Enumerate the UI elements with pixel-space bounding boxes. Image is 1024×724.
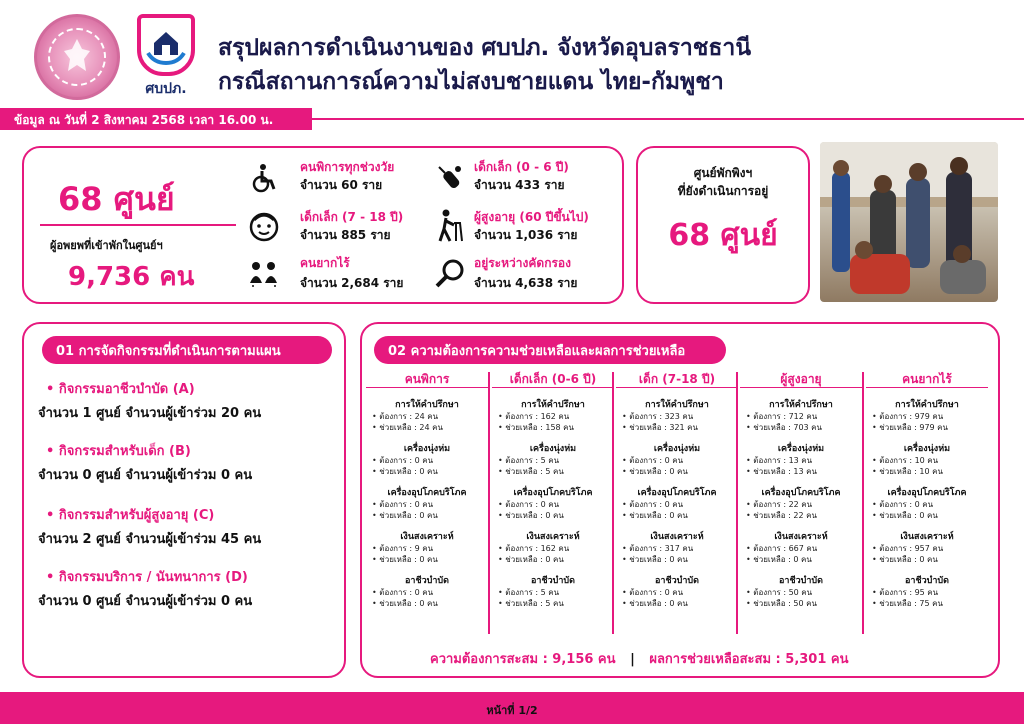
bullet-icon: •	[46, 382, 59, 397]
bullet-icon: •	[498, 555, 506, 564]
assistance-group	[866, 573, 988, 608]
assistance-group	[866, 397, 988, 432]
bullet-icon: •	[622, 511, 630, 520]
active-label-line2: ที่ยังดำเนินการอยู่	[677, 184, 769, 198]
group-title: เครื่องอุปโภคบริโภค	[637, 488, 717, 498]
bullet-icon: •	[372, 511, 380, 520]
assistance-group	[492, 485, 614, 520]
active-count: 68 ศูนย์	[668, 218, 778, 253]
active-centers-card	[636, 146, 810, 304]
page-title-line2: กรณีสถานการณ์ความไม่สงบชายแดน ไทย-กัมพูชา	[218, 69, 724, 95]
need-value: • ต้องการ : 5 คน	[498, 588, 560, 597]
group-title: เครื่องนุ่งห่ม	[653, 444, 701, 454]
footer-bar	[0, 692, 1024, 724]
bullet-icon: •	[372, 544, 380, 553]
bullet-icon: •	[46, 444, 59, 459]
group-title: อาชีวบำบัด	[655, 576, 699, 586]
need-value: • ต้องการ : 0 คน	[622, 456, 684, 465]
elderly-walker-icon	[432, 208, 468, 244]
bullet-icon: •	[872, 544, 880, 553]
group-title: เครื่องนุ่งห่ม	[529, 444, 577, 454]
help-value: • ช่วยเหลือ : 22 คน	[746, 511, 817, 520]
bullet-icon: •	[622, 588, 630, 597]
bullet-icon: •	[746, 511, 754, 520]
help-value: • ช่วยเหลือ : 0 คน	[372, 555, 438, 564]
bullet-icon: •	[372, 467, 380, 476]
group-title: เครื่องอุปโภคบริโภค	[513, 488, 593, 498]
assistance-group	[492, 397, 614, 432]
group-title: เครื่องนุ่งห่ม	[403, 444, 451, 454]
help-value: • ช่วยเหลือ : 75 คน	[872, 599, 943, 608]
assistance-group	[740, 573, 862, 608]
need-value: • ต้องการ : 22 คน	[746, 500, 813, 509]
wheelchair-icon	[246, 160, 282, 196]
help-value: • ช่วยเหลือ : 0 คน	[372, 511, 438, 520]
bullet-icon: •	[498, 412, 506, 421]
help-value: • ช่วยเหลือ : 0 คน	[622, 599, 688, 608]
group-title: เครื่องอุปโภคบริโภค	[887, 488, 967, 498]
group-title: เงินสงเคราะห์	[774, 532, 828, 542]
need-value: • ต้องการ : 667 คน	[746, 544, 818, 553]
column-header: ผู้สูงอายุ	[740, 370, 862, 388]
column-divider	[488, 372, 490, 634]
section2-title: 02 ความต้องการความช่วยเหลือและผลการช่วยเหลือ	[374, 336, 726, 364]
activity-d-value: จำนวน 0 ศูนย์ จำนวนผู้เข้าร่วม 0 คน	[38, 594, 253, 609]
bullet-icon: •	[498, 423, 506, 432]
group-title: เงินสงเคราะห์	[400, 532, 454, 542]
help-value: • ช่วยเหลือ : 0 คน	[622, 555, 688, 564]
help-value: • ช่วยเหลือ : 0 คน	[622, 467, 688, 476]
bullet-icon: •	[372, 423, 380, 432]
need-value: • ต้องการ : 5 คน	[498, 456, 560, 465]
bullet-icon: •	[622, 467, 630, 476]
help-value: • ช่วยเหลือ : 0 คน	[372, 467, 438, 476]
bullet-icon: •	[498, 456, 506, 465]
stat-label: คนยากไร้	[300, 256, 350, 270]
bullet-icon: •	[872, 412, 880, 421]
need-value: • ต้องการ : 317 คน	[622, 544, 694, 553]
help-value: • ช่วยเหลือ : 0 คน	[746, 555, 812, 564]
bullet-icon: •	[872, 500, 880, 509]
assistance-group	[366, 529, 488, 564]
assistance-group	[616, 397, 738, 432]
assistance-column	[366, 370, 488, 608]
bullet-icon: •	[872, 599, 880, 608]
need-value: • ต้องการ : 0 คน	[622, 500, 684, 509]
bullet-icon: •	[872, 555, 880, 564]
group-title: การให้คำปรึกษา	[395, 400, 459, 410]
seal-emblem-icon	[48, 28, 106, 86]
help-value: • ช่วยเหลือ : 50 คน	[746, 599, 817, 608]
group-title: เครื่องอุปโภคบริโภค	[387, 488, 467, 498]
bullet-icon: •	[498, 500, 506, 509]
bullet-icon: •	[746, 456, 754, 465]
help-value: • ช่วยเหลือ : 0 คน	[622, 511, 688, 520]
bullet-icon: •	[46, 508, 59, 523]
help-value: • ช่วยเหลือ : 5 คน	[498, 599, 564, 608]
stat-value: จำนวน 4,638 ราย	[474, 276, 578, 290]
bullet-icon: •	[372, 599, 380, 608]
column-header: เด็ก (7-18 ปี)	[616, 370, 738, 388]
assistance-column	[866, 370, 988, 608]
sbpp-logo	[132, 14, 200, 102]
activity-photo	[820, 142, 998, 302]
bullet-icon: •	[746, 555, 754, 564]
bullet-icon: •	[746, 544, 754, 553]
assistance-group	[740, 529, 862, 564]
activity-b-value: จำนวน 0 ศูนย์ จำนวนผู้เข้าร่วม 0 คน	[38, 468, 253, 483]
assistance-group	[366, 573, 488, 608]
column-header: คนยากไร้	[866, 370, 988, 388]
assistance-group	[366, 397, 488, 432]
assistance-group	[616, 529, 738, 564]
group-title: การให้คำปรึกษา	[645, 400, 709, 410]
bullet-icon: •	[622, 500, 630, 509]
bullet-icon: •	[746, 412, 754, 421]
stat-value: จำนวน 433 ราย	[474, 178, 565, 192]
group-title: การให้คำปรึกษา	[521, 400, 585, 410]
poor-people-icon	[246, 256, 282, 292]
column-header: คนพิการ	[366, 370, 488, 388]
assistance-column	[492, 370, 614, 608]
need-value: • ต้องการ : 95 คน	[872, 588, 939, 597]
stat-label: ผู้สูงอายุ (60 ปีขึ้นไป)	[474, 210, 589, 224]
assistance-group	[616, 573, 738, 608]
help-value: • ช่วยเหลือ : 158 คน	[498, 423, 575, 432]
bullet-icon: •	[498, 511, 506, 520]
group-title: เงินสงเคราะห์	[526, 532, 580, 542]
help-value: • ช่วยเหลือ : 24 คน	[372, 423, 443, 432]
need-value: • ต้องการ : 24 คน	[372, 412, 439, 421]
group-title: เครื่องนุ่งห่ม	[903, 444, 951, 454]
stat-value: จำนวน 885 ราย	[300, 228, 391, 242]
assistance-group	[740, 441, 862, 476]
bullet-icon: •	[622, 544, 630, 553]
group-title: อาชีวบำบัด	[405, 576, 449, 586]
evacuees-count: 9,736 คน	[68, 262, 195, 292]
need-value: • ต้องการ : 323 คน	[622, 412, 694, 421]
bullet-icon: •	[372, 588, 380, 597]
activity-a-label: • กิจกรรมอาชีวบำบัด (A)	[46, 382, 195, 397]
need-value: • ต้องการ : 10 คน	[872, 456, 939, 465]
bullet-icon: •	[872, 588, 880, 597]
bullet-icon: •	[622, 555, 630, 564]
help-value: • ช่วยเหลือ : 0 คน	[872, 511, 938, 520]
centers-count: 68 ศูนย์	[58, 180, 175, 218]
bullet-icon: •	[746, 500, 754, 509]
bullet-icon: •	[498, 467, 506, 476]
bullet-icon: •	[622, 412, 630, 421]
bullet-icon: •	[622, 599, 630, 608]
assistance-group	[866, 529, 988, 564]
assistance-group	[366, 485, 488, 520]
evacuees-label: ผู้อพยพที่เข้าพักในศูนย์ฯ	[50, 239, 163, 252]
assistance-group	[492, 529, 614, 564]
assistance-group	[740, 485, 862, 520]
help-value: • ช่วยเหลือ : 321 คน	[622, 423, 699, 432]
need-value: • ต้องการ : 0 คน	[872, 500, 934, 509]
bullet-icon: •	[498, 544, 506, 553]
need-value: • ต้องการ : 979 คน	[872, 412, 944, 421]
date-bar	[0, 108, 1024, 130]
activity-a-value: จำนวน 1 ศูนย์ จำนวนผู้เข้าร่วม 20 คน	[38, 406, 262, 421]
bullet-icon: •	[872, 456, 880, 465]
group-title: เงินสงเคราะห์	[900, 532, 954, 542]
need-value: • ต้องการ : 162 คน	[498, 412, 570, 421]
help-value: • ช่วยเหลือ : 703 คน	[746, 423, 823, 432]
bullet-icon: •	[46, 570, 59, 585]
need-value: • ต้องการ : 9 คน	[372, 544, 434, 553]
stat-label: เด็กเล็ก (0 - 6 ปี)	[474, 160, 569, 174]
help-value: • ช่วยเหลือ : 13 คน	[746, 467, 817, 476]
need-value: • ต้องการ : 13 คน	[746, 456, 813, 465]
bullet-icon: •	[746, 599, 754, 608]
help-value: • ช่วยเหลือ : 0 คน	[872, 555, 938, 564]
assistance-column	[616, 370, 738, 608]
stat-label: คนพิการทุกช่วงวัย	[300, 160, 395, 174]
column-divider	[736, 372, 738, 634]
assistance-group	[366, 441, 488, 476]
assistance-group	[616, 441, 738, 476]
assistance-group	[492, 573, 614, 608]
bullet-icon: •	[746, 588, 754, 597]
provincial-seal-logo	[34, 14, 120, 100]
bullet-icon: •	[746, 467, 754, 476]
page-title-line1: สรุปผลการดำเนินงานของ ศบปภ. จังหวัดอุบลราชธานี	[218, 35, 752, 61]
bullet-icon: •	[498, 599, 506, 608]
house-hands-icon	[137, 14, 195, 76]
assistance-group	[866, 485, 988, 520]
bullet-icon: •	[746, 423, 754, 432]
group-title: เครื่องนุ่งห่ม	[777, 444, 825, 454]
bullet-icon: •	[872, 423, 880, 432]
assistance-column	[740, 370, 862, 608]
baby-bottle-icon	[432, 160, 468, 196]
bullet-icon: •	[622, 456, 630, 465]
group-title: การให้คำปรึกษา	[769, 400, 833, 410]
logo-text: ศบปภ.	[145, 81, 187, 97]
need-value: • ต้องการ : 0 คน	[372, 500, 434, 509]
column-divider	[862, 372, 864, 634]
bullet-icon: •	[622, 423, 630, 432]
page-number: หน้าที่ 1/2	[486, 704, 538, 717]
active-label-line1: ศูนย์พักพิงฯ	[693, 166, 753, 180]
group-title: เครื่องอุปโภคบริโภค	[761, 488, 841, 498]
need-value: • ต้องการ : 0 คน	[498, 500, 560, 509]
bullet-icon: •	[372, 456, 380, 465]
help-value: • ช่วยเหลือ : 0 คน	[498, 555, 564, 564]
bullet-icon: •	[498, 588, 506, 597]
help-value: • ช่วยเหลือ : 10 คน	[872, 467, 943, 476]
activity-d-label: • กิจกรรมบริการ / นันทนาการ (D)	[46, 570, 248, 585]
column-header: เด็กเล็ก (0-6 ปี)	[492, 370, 614, 388]
bullet-icon: •	[372, 555, 380, 564]
section1-title: 01 การจัดกิจกรรมที่ดำเนินการตามแผน	[42, 336, 332, 364]
activity-c-value: จำนวน 2 ศูนย์ จำนวนผู้เข้าร่วม 45 คน	[38, 532, 262, 547]
group-title: อาชีวบำบัด	[905, 576, 949, 586]
help-value: • ช่วยเหลือ : 0 คน	[372, 599, 438, 608]
activity-c-label: • กิจกรรมสำหรับผู้สูงอายุ (C)	[46, 508, 215, 523]
need-value: • ต้องการ : 0 คน	[622, 588, 684, 597]
need-value: • ต้องการ : 0 คน	[372, 588, 434, 597]
activities-card	[22, 322, 346, 678]
total-help: ผลการช่วยเหลือสะสม : 5,301 คน	[649, 652, 849, 667]
column-divider	[612, 372, 614, 634]
stat-label: อยู่ระหว่างคัดกรอง	[474, 256, 571, 270]
bullet-icon: •	[372, 412, 380, 421]
need-value: • ต้องการ : 50 คน	[746, 588, 813, 597]
group-title: การให้คำปรึกษา	[895, 400, 959, 410]
summary-card	[22, 146, 624, 304]
assistance-group	[616, 485, 738, 520]
assistance-group	[492, 441, 614, 476]
stat-value: จำนวน 60 ราย	[300, 178, 383, 192]
need-value: • ต้องการ : 957 คน	[872, 544, 944, 553]
group-title: เงินสงเคราะห์	[650, 532, 704, 542]
stat-value: จำนวน 1,036 ราย	[474, 228, 578, 242]
assistance-group	[740, 397, 862, 432]
need-value: • ต้องการ : 0 คน	[372, 456, 434, 465]
date-text: ข้อมูล ณ วันที่ 2 สิงหาคม 2568 เวลา 16.00 น.	[14, 113, 274, 127]
bullet-icon: •	[372, 500, 380, 509]
child-face-icon	[246, 208, 282, 244]
assistance-group	[866, 441, 988, 476]
group-title: อาชีวบำบัด	[779, 576, 823, 586]
totals-separator: |	[630, 652, 635, 667]
help-value: • ช่วยเหลือ : 979 คน	[872, 423, 949, 432]
activity-b-label: • กิจกรรมสำหรับเด็ก (B)	[46, 444, 191, 459]
help-value: • ช่วยเหลือ : 0 คน	[498, 511, 564, 520]
total-need: ความต้องการสะสม : 9,156 คน	[430, 652, 616, 667]
stat-label: เด็กเล็ก (7 - 18 ปี)	[300, 210, 404, 224]
need-value: • ต้องการ : 712 คน	[746, 412, 818, 421]
stat-value: จำนวน 2,684 ราย	[300, 276, 404, 290]
totals-line	[430, 648, 849, 669]
need-value: • ต้องการ : 162 คน	[498, 544, 570, 553]
magnifier-icon	[432, 256, 468, 292]
bullet-icon: •	[872, 467, 880, 476]
help-value: • ช่วยเหลือ : 5 คน	[498, 467, 564, 476]
bullet-icon: •	[872, 511, 880, 520]
group-title: อาชีวบำบัด	[531, 576, 575, 586]
